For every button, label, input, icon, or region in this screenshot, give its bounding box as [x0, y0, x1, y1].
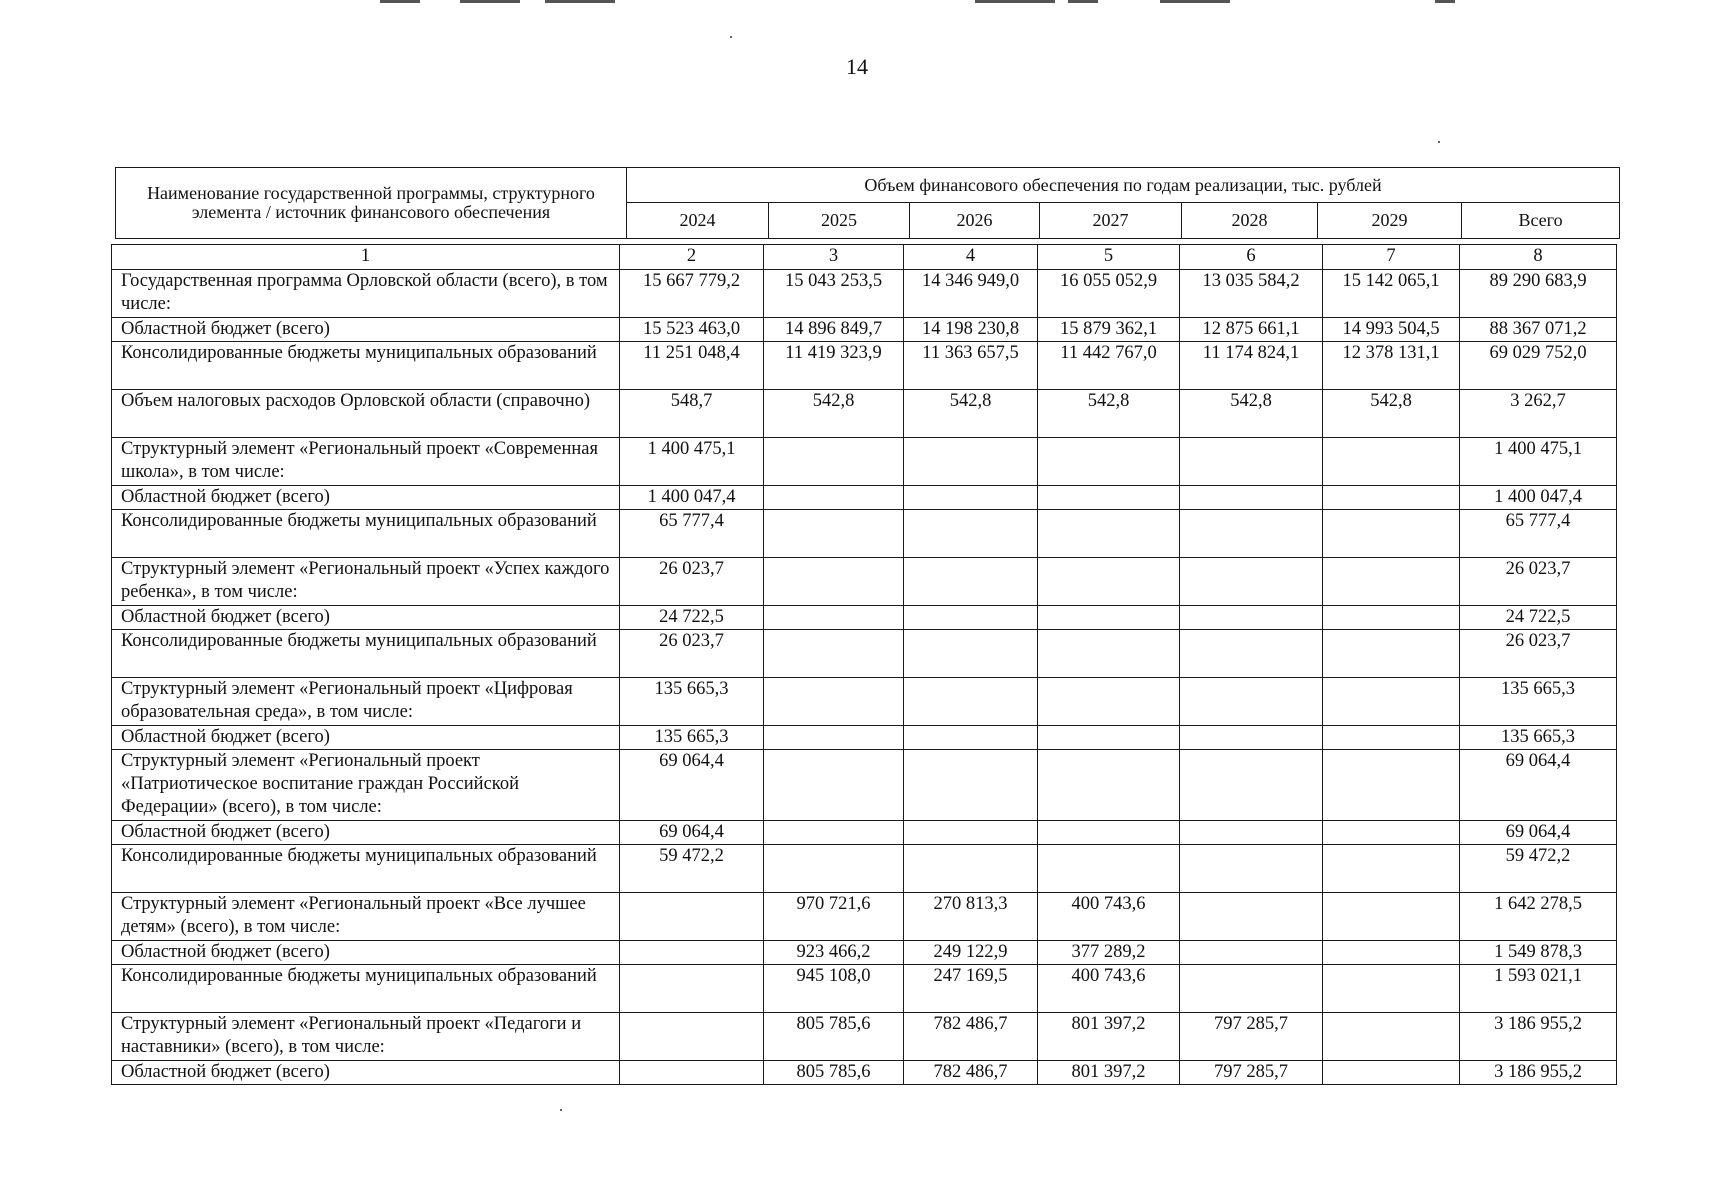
row-value: 249 122,9 [904, 941, 1038, 965]
row-value: 16 055 052,9 [1038, 270, 1180, 318]
row-value: 548,7 [620, 390, 764, 438]
row-value: 11 419 323,9 [764, 342, 904, 390]
row-value [904, 486, 1038, 510]
row-value: 542,8 [904, 390, 1038, 438]
row-value [1323, 630, 1460, 678]
row-value [1038, 750, 1180, 821]
row-value: 65 777,4 [1460, 510, 1617, 558]
row-name: Консолидированные бюджеты муниципальных образований [112, 630, 620, 678]
row-value: 1 549 878,3 [1460, 941, 1617, 965]
row-value: 26 023,7 [620, 558, 764, 606]
row-value: 26 023,7 [1460, 630, 1617, 678]
row-value [1323, 941, 1460, 965]
row-name: Областной бюджет (всего) [112, 821, 620, 845]
row-value [904, 821, 1038, 845]
row-value [1323, 438, 1460, 486]
row-value: 11 174 824,1 [1180, 342, 1323, 390]
scan-speck [1438, 141, 1440, 143]
scan-speck [560, 1109, 562, 1111]
row-value [1180, 726, 1323, 750]
row-value: 24 722,5 [1460, 606, 1617, 630]
row-value [764, 606, 904, 630]
table-row [112, 486, 1617, 510]
row-value: 24 722,5 [620, 606, 764, 630]
row-value: 1 400 047,4 [620, 486, 764, 510]
row-value [1038, 486, 1180, 510]
row-value [1038, 510, 1180, 558]
row-value: 270 813,3 [904, 893, 1038, 941]
column-number: 7 [1323, 245, 1460, 270]
row-value: 59 472,2 [1460, 845, 1617, 893]
row-value: 69 029 752,0 [1460, 342, 1617, 390]
row-value: 1 642 278,5 [1460, 893, 1617, 941]
row-value: 11 363 657,5 [904, 342, 1038, 390]
row-value [1323, 965, 1460, 1013]
row-value [764, 630, 904, 678]
row-value: 542,8 [1323, 390, 1460, 438]
row-value: 797 285,7 [1180, 1061, 1323, 1085]
row-value: 801 397,2 [1038, 1061, 1180, 1085]
row-name: Консолидированные бюджеты муниципальных образований [112, 845, 620, 893]
row-value [764, 510, 904, 558]
row-value: 15 879 362,1 [1038, 318, 1180, 342]
row-value [1180, 821, 1323, 845]
row-value [1323, 1061, 1460, 1085]
row-value [764, 558, 904, 606]
table-row [112, 726, 1617, 750]
table-row [112, 1061, 1617, 1085]
row-value [1180, 438, 1323, 486]
row-name: Консолидированные бюджеты муниципальных образований [112, 965, 620, 1013]
row-value [904, 750, 1038, 821]
row-value: 247 169,5 [904, 965, 1038, 1013]
row-value: 14 198 230,8 [904, 318, 1038, 342]
row-value: 1 400 047,4 [1460, 486, 1617, 510]
column-number: 6 [1180, 245, 1323, 270]
row-value: 69 064,4 [1460, 821, 1617, 845]
table-row [112, 558, 1617, 606]
row-value [904, 845, 1038, 893]
row-value [904, 630, 1038, 678]
row-value [1323, 486, 1460, 510]
table-row [112, 510, 1617, 558]
row-value [764, 726, 904, 750]
table-row [112, 893, 1617, 941]
row-value [1180, 606, 1323, 630]
table-header [115, 167, 1620, 239]
row-value: 15 667 779,2 [620, 270, 764, 318]
row-name: Консолидированные бюджеты муниципальных образований [112, 510, 620, 558]
row-value: 3 262,7 [1460, 390, 1617, 438]
funding-table [111, 244, 1617, 1085]
row-value: 400 743,6 [1038, 893, 1180, 941]
row-name: Структурный элемент «Региональный проект «Успех каждого ребенка», в том числе: [112, 558, 620, 606]
table-row [112, 318, 1617, 342]
table-row [112, 941, 1617, 965]
row-value: 15 142 065,1 [1323, 270, 1460, 318]
header-total: Всего [1462, 203, 1620, 239]
row-value: 542,8 [1180, 390, 1323, 438]
row-name: Областной бюджет (всего) [112, 726, 620, 750]
row-value [1323, 678, 1460, 726]
row-value [1038, 558, 1180, 606]
row-value [1038, 606, 1180, 630]
row-value: 69 064,4 [620, 821, 764, 845]
row-value [1180, 558, 1323, 606]
row-value [620, 893, 764, 941]
row-name: Консолидированные бюджеты муниципальных образований [112, 342, 620, 390]
row-value [1180, 845, 1323, 893]
row-value: 923 466,2 [764, 941, 904, 965]
row-value: 135 665,3 [620, 726, 764, 750]
row-value [764, 438, 904, 486]
row-value: 89 290 683,9 [1460, 270, 1617, 318]
row-value: 11 251 048,4 [620, 342, 764, 390]
row-value [1323, 606, 1460, 630]
row-value: 135 665,3 [1460, 726, 1617, 750]
header-year-2026: 2026 [910, 203, 1040, 239]
row-value [1038, 678, 1180, 726]
row-value [904, 510, 1038, 558]
row-value: 801 397,2 [1038, 1013, 1180, 1061]
row-value: 12 875 661,1 [1180, 318, 1323, 342]
row-value: 11 442 767,0 [1038, 342, 1180, 390]
row-value [1180, 750, 1323, 821]
row-value [620, 1061, 764, 1085]
row-value: 1 400 475,1 [620, 438, 764, 486]
row-value: 542,8 [764, 390, 904, 438]
row-value [1038, 821, 1180, 845]
row-value [764, 845, 904, 893]
row-value: 15 523 463,0 [620, 318, 764, 342]
row-value: 69 064,4 [1460, 750, 1617, 821]
row-value [1323, 750, 1460, 821]
header-year-2027: 2027 [1040, 203, 1182, 239]
row-value [1038, 726, 1180, 750]
row-name: Структурный элемент «Региональный проект «Современная школа», в том числе: [112, 438, 620, 486]
row-value [1323, 821, 1460, 845]
row-value [1180, 678, 1323, 726]
row-value: 15 043 253,5 [764, 270, 904, 318]
row-value [904, 606, 1038, 630]
row-name: Объем налоговых расходов Орловской области (справочно) [112, 390, 620, 438]
row-value: 12 378 131,1 [1323, 342, 1460, 390]
column-number-row [112, 245, 1617, 270]
table-row [112, 1013, 1617, 1061]
row-value: 542,8 [1038, 390, 1180, 438]
row-name: Областной бюджет (всего) [112, 941, 620, 965]
row-value: 945 108,0 [764, 965, 904, 1013]
row-value: 782 486,7 [904, 1013, 1038, 1061]
header-year-2024: 2024 [627, 203, 769, 239]
row-value [620, 1013, 764, 1061]
row-value: 377 289,2 [1038, 941, 1180, 965]
row-name: Структурный элемент «Региональный проект «Все лучшее детям» (всего), в том числе: [112, 893, 620, 941]
row-value [1323, 893, 1460, 941]
row-value: 69 064,4 [620, 750, 764, 821]
column-number: 4 [904, 245, 1038, 270]
table-row [112, 678, 1617, 726]
column-number: 8 [1460, 245, 1617, 270]
table-row [112, 965, 1617, 1013]
row-name: Государственная программа Орловской области (всего), в том числе: [112, 270, 620, 318]
row-value [1038, 438, 1180, 486]
header-funding-group: Объем финансового обеспечения по годам реализации, тыс. рублей [627, 168, 1620, 203]
row-value [904, 558, 1038, 606]
scan-speck [730, 36, 732, 38]
table-row [112, 630, 1617, 678]
table-row [112, 821, 1617, 845]
row-name: Структурный элемент «Региональный проект «Патриотическое воспитание граждан Российской Федерации» (всего), в том числе: [112, 750, 620, 821]
row-value [1180, 965, 1323, 1013]
row-value: 65 777,4 [620, 510, 764, 558]
row-value [764, 678, 904, 726]
row-value: 400 743,6 [1038, 965, 1180, 1013]
row-value [620, 941, 764, 965]
row-name: Структурный элемент «Региональный проект «Цифровая образовательная среда», в том числе: [112, 678, 620, 726]
table-row [112, 342, 1617, 390]
row-value [904, 678, 1038, 726]
row-name: Областной бюджет (всего) [112, 318, 620, 342]
row-name: Областной бюджет (всего) [112, 1061, 620, 1085]
row-name: Структурный элемент «Региональный проект «Педагоги и наставники» (всего), в том числе: [112, 1013, 620, 1061]
table-row [112, 270, 1617, 318]
row-value [1180, 893, 1323, 941]
page-number: 14 [846, 54, 868, 79]
row-value: 782 486,7 [904, 1061, 1038, 1085]
header-year-2025: 2025 [769, 203, 910, 239]
row-value: 805 785,6 [764, 1013, 904, 1061]
row-value [904, 726, 1038, 750]
row-value: 26 023,7 [1460, 558, 1617, 606]
row-value: 805 785,6 [764, 1061, 904, 1085]
header-year-2028: 2028 [1182, 203, 1318, 239]
table-row [112, 845, 1617, 893]
row-value: 88 367 071,2 [1460, 318, 1617, 342]
row-value [1180, 486, 1323, 510]
row-value: 1 400 475,1 [1460, 438, 1617, 486]
row-value [1323, 1013, 1460, 1061]
row-value: 13 035 584,2 [1180, 270, 1323, 318]
table-row [112, 606, 1617, 630]
row-value: 135 665,3 [1460, 678, 1617, 726]
column-number: 5 [1038, 245, 1180, 270]
row-value [904, 438, 1038, 486]
column-number: 1 [112, 245, 620, 270]
row-name: Областной бюджет (всего) [112, 606, 620, 630]
row-value [1180, 630, 1323, 678]
row-value [1038, 630, 1180, 678]
table-row [112, 390, 1617, 438]
row-value [1180, 510, 1323, 558]
row-value: 3 186 955,2 [1460, 1061, 1617, 1085]
row-value [1323, 845, 1460, 893]
column-number: 2 [620, 245, 764, 270]
scan-edge-marks [0, 0, 1714, 4]
row-name: Областной бюджет (всего) [112, 486, 620, 510]
row-value: 14 896 849,7 [764, 318, 904, 342]
row-value [1038, 845, 1180, 893]
row-value: 135 665,3 [620, 678, 764, 726]
row-value: 797 285,7 [1180, 1013, 1323, 1061]
table-row [112, 750, 1617, 821]
row-value [1180, 941, 1323, 965]
row-value [1323, 726, 1460, 750]
row-value: 59 472,2 [620, 845, 764, 893]
table-row [112, 438, 1617, 486]
row-value: 14 993 504,5 [1323, 318, 1460, 342]
row-value [764, 486, 904, 510]
row-value [620, 965, 764, 1013]
row-value: 1 593 021,1 [1460, 965, 1617, 1013]
header-name-column: Наименование государственной программы, структурного элемента / источник финансового обеспечения [116, 168, 627, 239]
row-value: 26 023,7 [620, 630, 764, 678]
row-value [1323, 558, 1460, 606]
header-year-2029: 2029 [1318, 203, 1462, 239]
row-value: 3 186 955,2 [1460, 1013, 1617, 1061]
row-value [1323, 510, 1460, 558]
row-value [764, 750, 904, 821]
column-number: 3 [764, 245, 904, 270]
row-value: 14 346 949,0 [904, 270, 1038, 318]
row-value [764, 821, 904, 845]
row-value: 970 721,6 [764, 893, 904, 941]
